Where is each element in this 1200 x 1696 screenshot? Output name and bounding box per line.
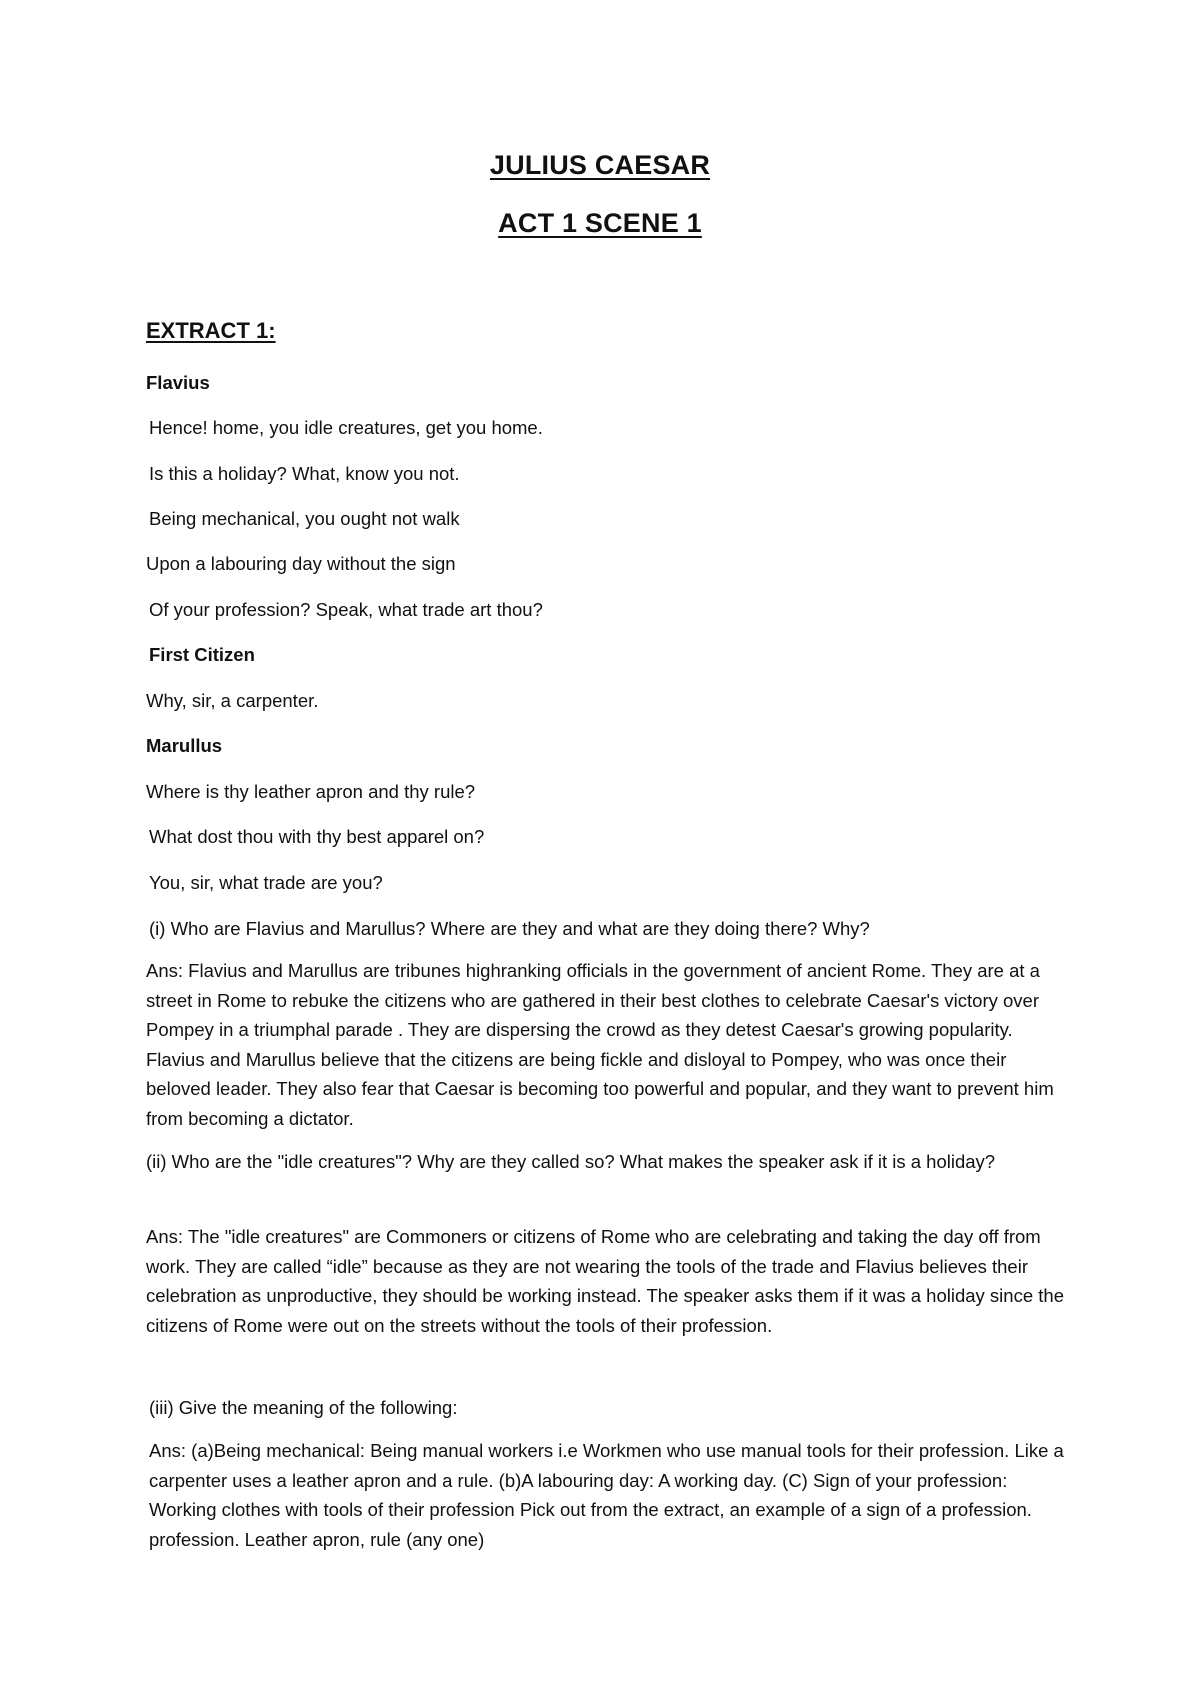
flavius-line: Being mechanical, you ought not walk <box>149 508 460 529</box>
speaker-first-citizen: First Citizen <box>149 644 255 665</box>
first-citizen-line: Why, sir, a carpenter. <box>146 690 319 711</box>
document-title: JULIUS CAESAR <box>489 150 711 180</box>
answer-2: Ans: The "idle creatures" are Commoners or citizens of Rome who are celebrating and taking the day off from work. They are called “idle” because as they are not wearing the tools of the trade and Flavius believes their celebration as unproductive, they should be working instead. The speaker asks them if it was a holiday since the citizens of Rome were out on the streets without the tools of their profession. <box>146 1226 1064 1336</box>
flavius-line: Hence! home, you idle creatures, get you home. <box>149 417 543 438</box>
question-3: (iii) Give the meaning of the following: <box>149 1397 458 1418</box>
answer-3: Ans: (a)Being mechanical: Being manual workers i.e Workmen who use manual tools for their profession. Like a carpenter uses a leather apron and a rule. (b)A labouring day: A working day. (C) Sign of your profession: Working clothes with tools of their profession Pick out from the extract, an example of a sign of a profession. profession. Leather apron, rule (any one) <box>149 1440 1064 1550</box>
extract-heading: EXTRACT 1: <box>146 318 276 343</box>
marullus-line: What dost thou with thy best apparel on? <box>149 826 485 847</box>
document-subtitle: ACT 1 SCENE 1 <box>498 208 702 238</box>
marullus-line: Where is thy leather apron and thy rule? <box>146 781 476 802</box>
question-1: (i) Who are Flavius and Marullus? Where are they and what are they doing there? Why? <box>149 918 870 939</box>
speaker-marullus: Marullus <box>146 735 223 756</box>
flavius-line: Upon a labouring day without the sign <box>146 553 456 574</box>
flavius-line: Is this a holiday? What, know you not. <box>149 463 460 484</box>
speaker-flavius: Flavius <box>146 372 210 393</box>
flavius-line: Of your profession? Speak, what trade art thou? <box>149 599 543 620</box>
answer-1: Ans: Flavius and Marullus are tribunes highranking officials in the government of ancient Rome. They are at a street in Rome to rebuke the citizens who are gathered in their best clothes to celebrate Caesar's victory over Pompey in a triumphal parade . They are dispersing the crowd as they detest Caesar's growing popularity. Flavius and Marullus believe that the citizens are being fickle and disloyal to Pompey, who was once their beloved leader. They also fear that Caesar is becoming too powerful and popular, and they want to prevent him from becoming a dictator. <box>146 960 1054 1129</box>
question-2: (ii) Who are the "idle creatures"? Why are they called so? What makes the speaker ask if it is a holiday? <box>146 1151 996 1172</box>
marullus-line: You, sir, what trade are you? <box>149 872 383 893</box>
